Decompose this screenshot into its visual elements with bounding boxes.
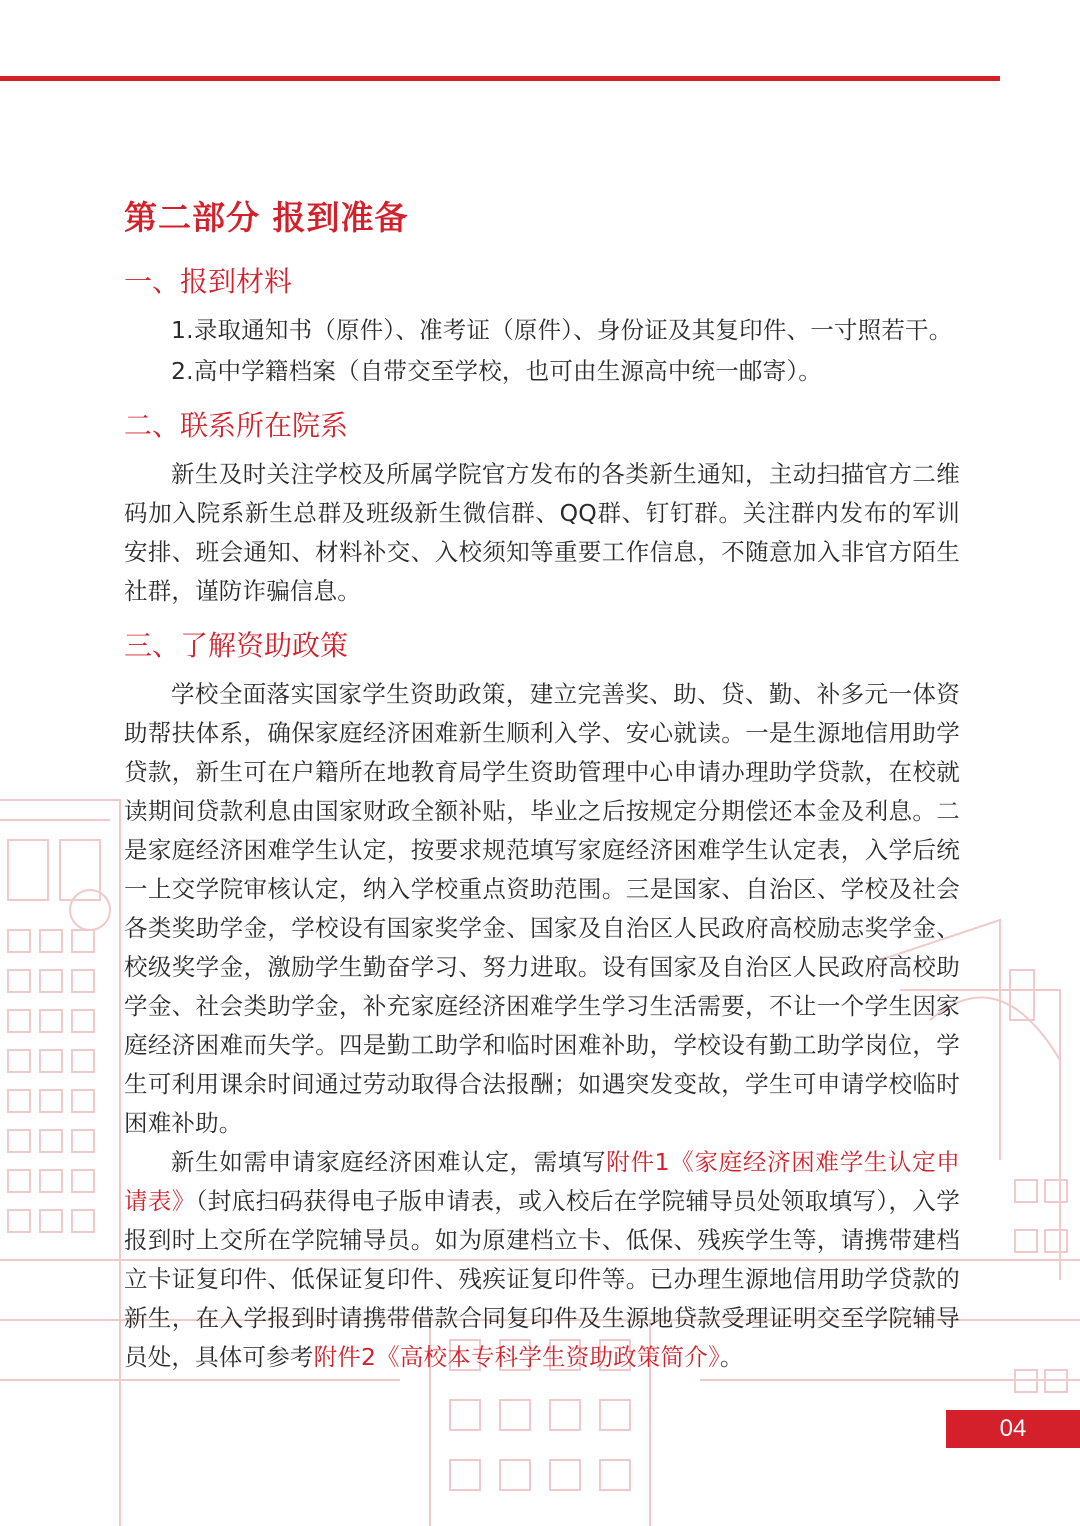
aid-application-text-1: 新生如需申请家庭经济困难认定，需填写 [171, 1148, 607, 1176]
aid-application-paragraph [124, 1143, 960, 1377]
attachment-1-link[interactable]: 附件1《家庭经济困难学生认定申请表》 [124, 1148, 961, 1215]
top-red-rule [0, 76, 1000, 81]
main-content [124, 192, 960, 1377]
heading-contact-department: 二、联系所在院系 [124, 409, 349, 442]
heading-materials: 一、报到材料 [124, 265, 293, 298]
aid-application-text-3: 。 [719, 1343, 744, 1371]
contact-department-paragraph: 新生及时关注学校及所属学院官方发布的各类新生通知，主动扫描官方二维码加入院系新生总群及班级新生微信群、QQ群、钉钉群。关注群内发布的军训安排、班会通知、材料补交、入校须知等重要工作信息，不随意加入非官方陌生社群，谨防诈骗信息。 [124, 460, 960, 605]
materials-item-2: 2.高中学籍档案（自带交至学校，也可由生源高中统一邮寄）。 [171, 357, 822, 385]
materials-item-1: 1.录取通知书（原件）、准考证（原件）、身份证及其复印件、一寸照若干。 [171, 316, 953, 344]
heading-aid-policy: 三、了解资助政策 [124, 629, 349, 662]
aid-application-text-2: （封底扫码获得电子版申请表，或入校后在学院辅导员处领取填写），入学报到时上交所在学院辅导员。如为原建档立卡、低保、残疾学生等，请携带建档立卡证复印件、低保证复印件、残疾证复印件等。已办理生源地信用助学贷款的新生，在入学报到时请携带借款合同复印件及生源地贷款受理证明交至学院辅导员处，具体可参考 [124, 1187, 960, 1371]
page-number: 04 [946, 1410, 1080, 1448]
aid-policy-paragraph: 学校全面落实国家学生资助政策，建立完善奖、助、贷、勤、补多元一体资助帮扶体系，确保家庭经济困难新生顺利入学、安心就读。一是生源地信用助学贷款，新生可在户籍所在地教育局学生资助管理中心申请办理助学贷款，在校就读期间贷款利息由国家财政全额补贴，毕业之后按规定分期偿还本金及利息。二是家庭经济困难学生认定，按要求规范填写家庭经济困难学生认定表，入学后统一上交学院审核认定，纳入学校重点资助范围。三是国家、自治区、学校及社会各类奖助学金，学校设有国家奖学金、国家及自治区人民政府高校励志奖学金、校级奖学金，激励学生勤奋学习、努力进取。设有国家及自治区人民政府高校助学金、社会类助学金，补充家庭经济困难学生学习生活需要，不让一个学生因家庭经济困难而失学。四是勤工助学和临时困难补助，学校设有勤工助学岗位，学生可利用课余时间通过劳动取得合法报酬；如遇突发变故，学生可申请学校临时困难补助。 [124, 680, 960, 1137]
attachment-2-link[interactable]: 附件2《高校本专科学生资助政策简介》 [313, 1343, 720, 1371]
section-title: 第二部分 报到准备 [124, 198, 409, 237]
